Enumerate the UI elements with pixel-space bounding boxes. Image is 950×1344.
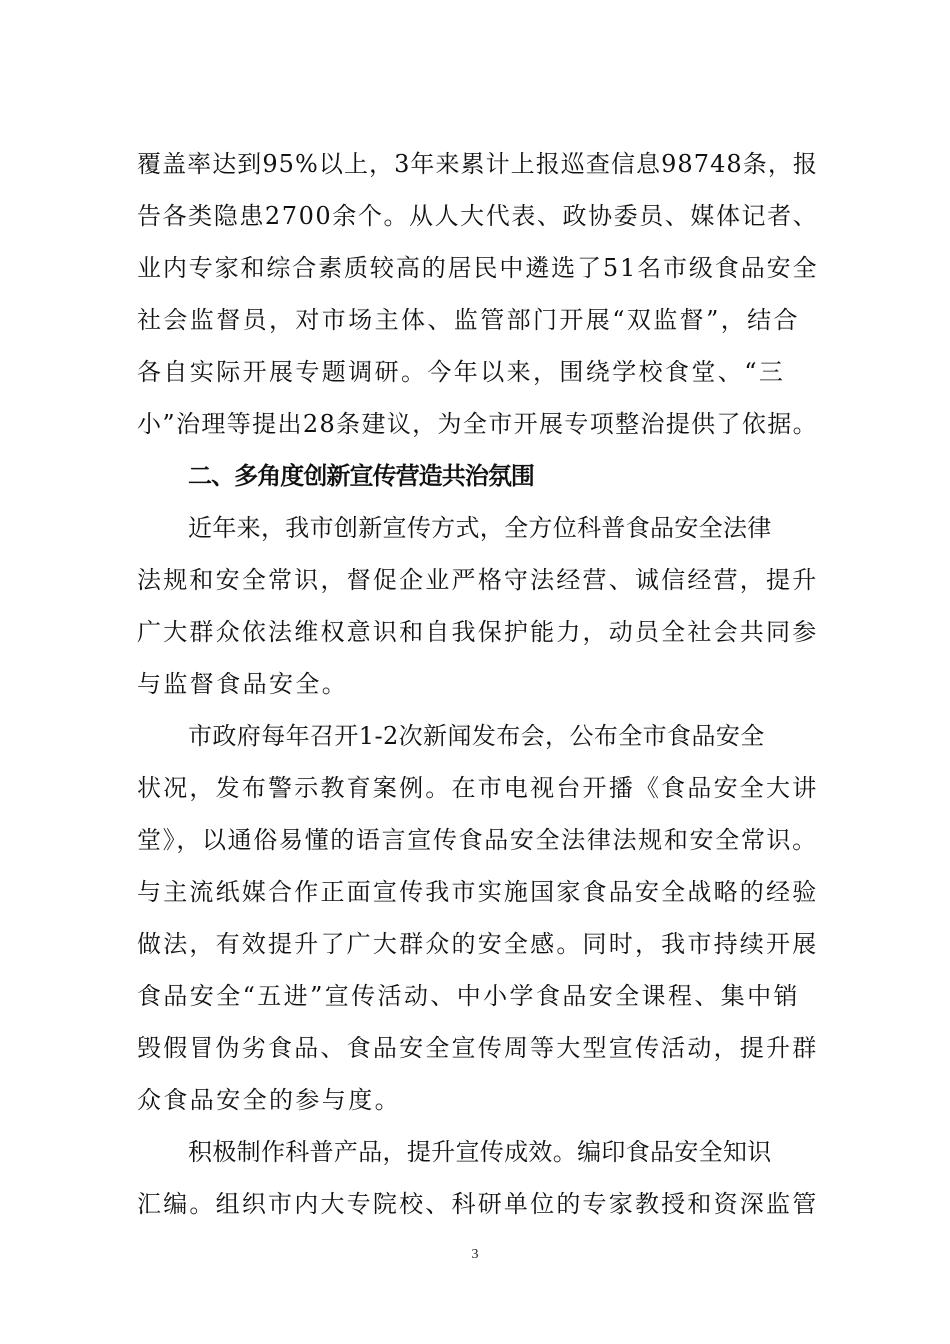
body-line: 小”治理等提出28条建议，为全市开展专项整治提供了依据。 (137, 410, 819, 438)
body-line: 业内专家和综合素质较高的居民中遴选了51名市级食品安全 (137, 254, 819, 282)
body-line: 食品安全“五进”宣传活动、中小学食品安全课程、集中销 (137, 982, 800, 1010)
body-line: 告各类隐患2700余个。从人大代表、政协委员、媒体记者、 (137, 202, 819, 230)
body-line: 各自实际开展专题调研。今年以来，围绕学校食堂、“三 (137, 358, 786, 386)
body-line: 与主流纸媒合作正面宣传我市实施国家食品安全战略的经验 (137, 878, 819, 906)
body-line: 与监督食品安全。 (137, 670, 349, 698)
body-line: 汇编。组织市内大专院校、科研单位的专家教授和资深监管 (137, 1190, 819, 1218)
body-line: 做法，有效提升了广大群众的安全感。同时，我市持续开展 (137, 930, 819, 958)
section-heading: 二、多角度创新宣传营造共治氛围 (188, 462, 534, 490)
page-number: 3 (471, 1247, 479, 1262)
paragraph-first-line: 市政府每年召开1-2次新闻发布会，公布全市食品安全 (188, 722, 765, 750)
body-line: 覆盖率达到95%以上，3年来累计上报巡查信息98748条，报 (137, 150, 818, 178)
paragraph-first-line: 近年来，我市创新宣传方式，全方位科普食品安全法律 (188, 514, 772, 542)
body-line: 法规和安全常识，督促企业严格守法经营、诚信经营，提升 (137, 566, 819, 594)
body-line: 众食品安全的参与度。 (137, 1086, 401, 1114)
paragraph-first-line: 积极制作科普产品，提升宣传成效。编印食品安全知识 (188, 1138, 772, 1166)
body-line: 广大群众依法维权意识和自我保护能力，动员全社会共同参 (137, 618, 819, 646)
body-line: 毁假冒伪劣食品、食品安全宣传周等大型宣传活动，提升群 (137, 1034, 819, 1062)
body-line: 社会监督员，对市场主体、监管部门开展“双监督”，结合 (137, 306, 800, 334)
body-line: 堂》，以通俗易懂的语言宣传食品安全法律法规和安全常识。 (137, 826, 818, 854)
body-line: 状况，发布警示教育案例。在市电视台开播《食品安全大讲 (137, 774, 819, 802)
